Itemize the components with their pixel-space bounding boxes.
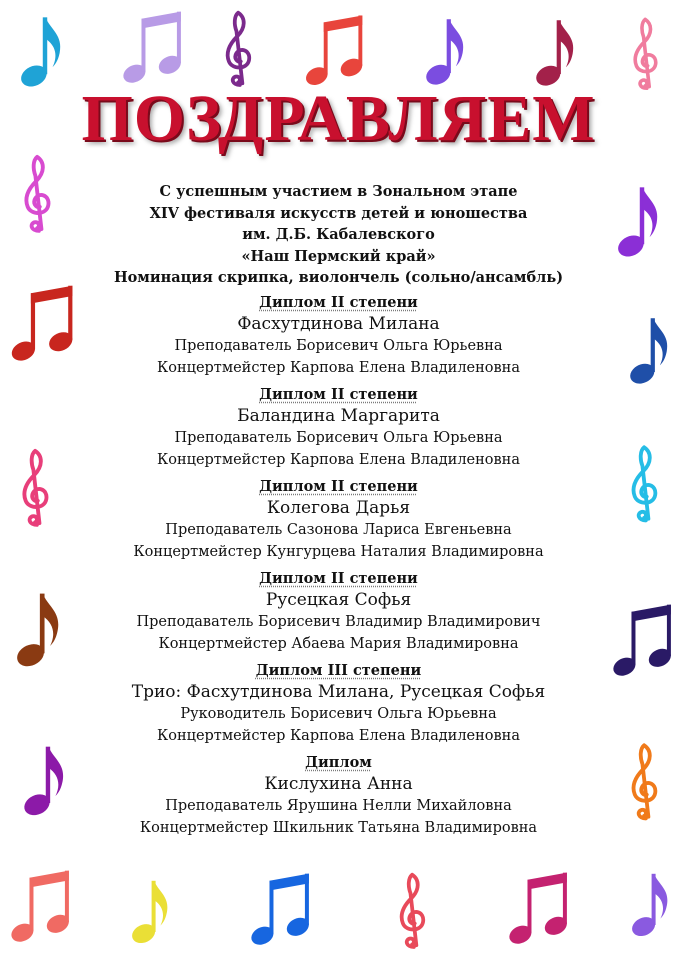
beamed-notes-icon <box>10 866 72 948</box>
diploma-degree: Диплом II степени <box>259 386 418 403</box>
diploma-degree: Диплом <box>305 754 372 771</box>
awards-list <box>0 294 677 839</box>
participant-name: Баландина Маргарита <box>237 406 440 426</box>
diploma-degree: Диплом III степени <box>255 662 422 679</box>
nomination-line: Номинация скрипка, виолончель (сольно/ансамбль) <box>113 269 564 286</box>
award-entry <box>0 662 677 747</box>
award-entry <box>0 570 677 655</box>
eighth-note-icon <box>424 14 466 90</box>
diploma-degree: Диплом II степени <box>259 570 418 587</box>
teacher-line: Преподаватель Борисевич Ольга Юрьевна <box>174 430 503 446</box>
participant-name: Фасхутдинова Милана <box>237 314 440 334</box>
page-title: ПОЗДРАВЛЯЕМ <box>81 82 596 155</box>
intro-line: им. Д.Б. Кабалевского <box>242 226 435 243</box>
event-description <box>0 181 677 289</box>
teacher-line: Преподаватель Борисевич Владимир Владимирович <box>136 614 541 630</box>
award-entry <box>0 294 677 379</box>
intro-line: С успешным участием в Зональном этапе <box>159 183 518 200</box>
participant-name: Трио: Фасхутдинова Милана, Русецкая Софья <box>131 682 546 702</box>
beamed-notes-icon <box>250 870 312 950</box>
teacher-line: Преподаватель Ярушина Нелли Михайловна <box>165 798 512 814</box>
treble-clef-icon <box>630 12 662 94</box>
accompanist-line: Концертмейстер Абаева Мария Владимировна <box>158 635 519 652</box>
beamed-notes-icon <box>122 8 184 88</box>
leader-line: Руководитель Борисевич Ольга Юрьевна <box>180 706 497 722</box>
treble-clef-icon <box>222 6 256 90</box>
participant-name: Кислухина Анна <box>264 774 413 794</box>
eighth-note-icon <box>18 12 64 92</box>
diploma-degree: Диплом II степени <box>259 294 418 311</box>
beamed-notes-icon <box>508 868 570 950</box>
accompanist-line: Концертмейстер Карпова Елена Владиленовна <box>157 359 520 376</box>
teacher-line: Преподаватель Борисевич Ольга Юрьевна <box>174 338 503 354</box>
intro-line: «Наш Пермский край» <box>241 247 436 265</box>
participant-name: Колегова Дарья <box>266 498 411 518</box>
participant-name: Русецкая Софья <box>265 590 412 610</box>
accompanist-line: Концертмейстер Кунгурцева Наталия Владимировна <box>133 543 544 560</box>
diploma-degree: Диплом II степени <box>259 478 418 495</box>
treble-clef-icon <box>396 868 430 952</box>
accompanist-line: Концертмейстер Карпова Елена Владиленовна <box>157 451 520 468</box>
beamed-notes-icon <box>304 12 366 90</box>
eighth-note-icon <box>630 864 670 946</box>
accompanist-line: Концертмейстер Шкильник Татьяна Владимировна <box>139 819 538 836</box>
award-entry <box>0 386 677 471</box>
teacher-line: Преподаватель Сазонова Лариса Евгеньевна <box>165 522 512 538</box>
intro-line: XIV фестиваля искусств детей и юношества <box>149 204 528 222</box>
award-entry <box>0 754 677 839</box>
eighth-note-icon <box>534 14 576 92</box>
award-entry <box>0 478 677 563</box>
accompanist-line: Концертмейстер Карпова Елена Владиленовна <box>157 727 520 744</box>
eighth-note-icon <box>130 872 170 952</box>
